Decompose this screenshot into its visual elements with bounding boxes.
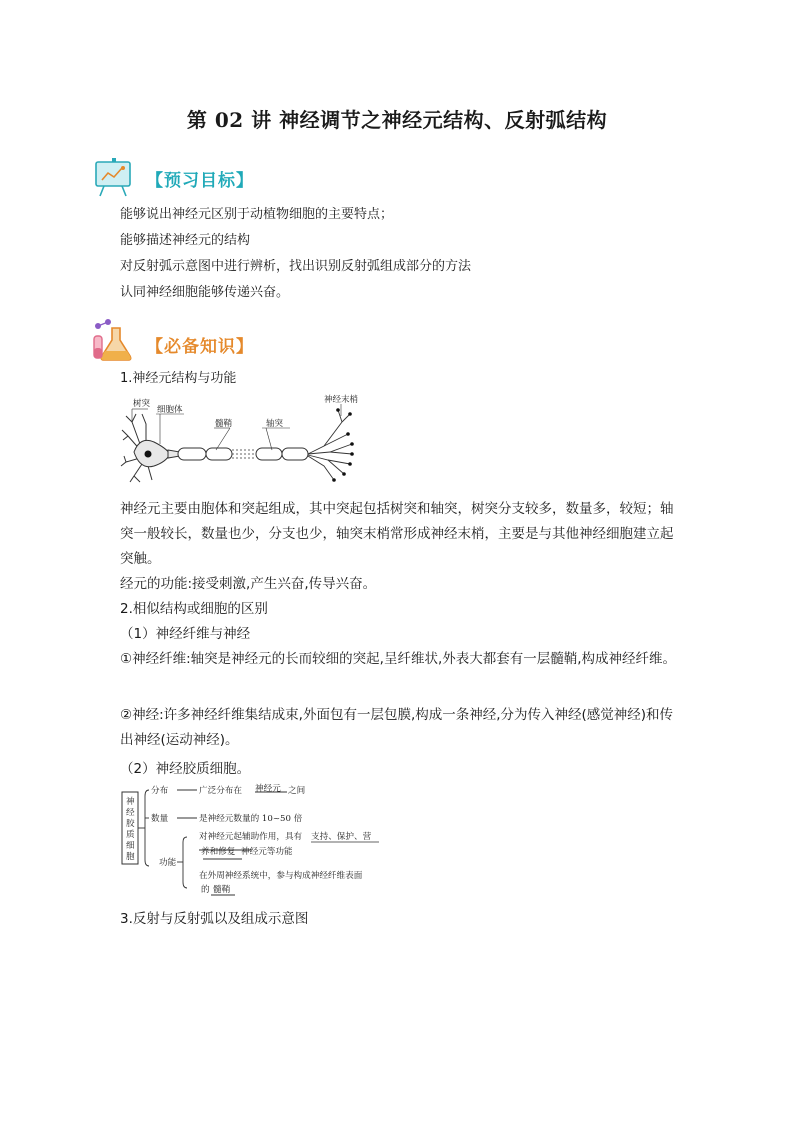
preview-list (120, 207, 471, 301)
glia-box-char: 经 (126, 808, 135, 818)
section-2-item1: ①神经纤维:轴突是神经元的长而较细的突起,呈纤维状,外表大都套有一层髓鞘,构成神经纤维。 (120, 651, 677, 667)
section-3-title: 3.反射与反射弧以及组成示意图 (120, 911, 309, 927)
section-2-title: 2.相似结构或细胞的区别 (120, 601, 268, 617)
label-myelin: 髓鞘 (215, 419, 233, 429)
section-1-paragraph: 神经元主要由胞体和突起组成，其中突起包括树突和轴突，树突分支较多，数量多，较短；轴突一般较长，数量也少，分支也少，轴突末梢常形成神经末梢，主要是与其他神经细胞建立起突触。 (120, 501, 674, 567)
label-cell-body: 细胞体 (157, 405, 183, 415)
preview-line: 对反射弧示意图中进行辨析，找出识别反射弧组成部分的方法 (120, 259, 472, 274)
label-dendrite: 树突 (133, 399, 151, 409)
glia-dist-key: 神经元 (255, 784, 281, 794)
section-2-sub1: （1）神经纤维与神经 (120, 626, 251, 642)
glia-box-char: 胞 (126, 852, 135, 862)
page-title: 第 02 讲 神经调节之神经元结构、反射弧结构 (186, 108, 608, 132)
preview-line: 认同神经细胞能够传递兴奋。 (120, 285, 290, 300)
glia-func1-d: 神经元等功能 (241, 847, 293, 857)
preview-line: 能够说出神经元区别于动植物细胞的主要特点； (120, 207, 394, 222)
glia-dist-label: 分布 (151, 786, 169, 796)
section-2-sub2: （2）神经胶质细胞。 (120, 761, 251, 777)
glia-box-char: 神 (126, 797, 135, 807)
glia-num-label: 数量 (151, 814, 169, 824)
knowledge-heading: 【必备知识】 (146, 337, 254, 357)
glia-dist-text: 广泛分布在 (199, 786, 242, 796)
glia-num-text: 是神经元数量的 10~50 倍 (199, 814, 303, 824)
section-2-item2: ②神经:许多神经纤维集结成束,外面包有一层包膜,构成一条神经,分为传入神经(感觉神经)和传出神经(运动神经)。 (120, 707, 674, 748)
section-1-title: 1.神经元结构与功能 (120, 371, 237, 386)
glia-func1-b: 支持、保护、营 (311, 832, 372, 842)
glia-box-char: 质 (126, 830, 135, 840)
preview-heading: 【预习目标】 (146, 171, 254, 191)
glia-func1-a: 对神经元起辅助作用，具有 (199, 832, 303, 842)
glia-func1-c: 养和修复 (201, 847, 236, 857)
glia-box-char: 胶 (126, 819, 135, 829)
neuron-diagram (120, 392, 365, 484)
label-axon: 轴突 (266, 419, 284, 429)
label-terminal: 神经末梢 (324, 395, 359, 405)
presentation-board-icon (92, 158, 138, 200)
flask-icon (90, 318, 138, 362)
glia-func2-b: 的 (201, 885, 210, 895)
glia-func-label: 功能 (159, 858, 177, 868)
glia-func2-a: 在外周神经系统中，参与构成神经纤维表面 (199, 871, 363, 881)
glia-func2-c: 髓鞘 (213, 885, 231, 895)
glia-box-char: 细 (126, 841, 135, 851)
glia-concept-map (121, 782, 421, 900)
glia-dist-tail: 之间 (288, 786, 306, 796)
section-1-function: 经元的功能:接受刺激,产生兴奋,传导兴奋。 (120, 576, 377, 592)
preview-line: 能够描述神经元的结构 (120, 233, 251, 248)
